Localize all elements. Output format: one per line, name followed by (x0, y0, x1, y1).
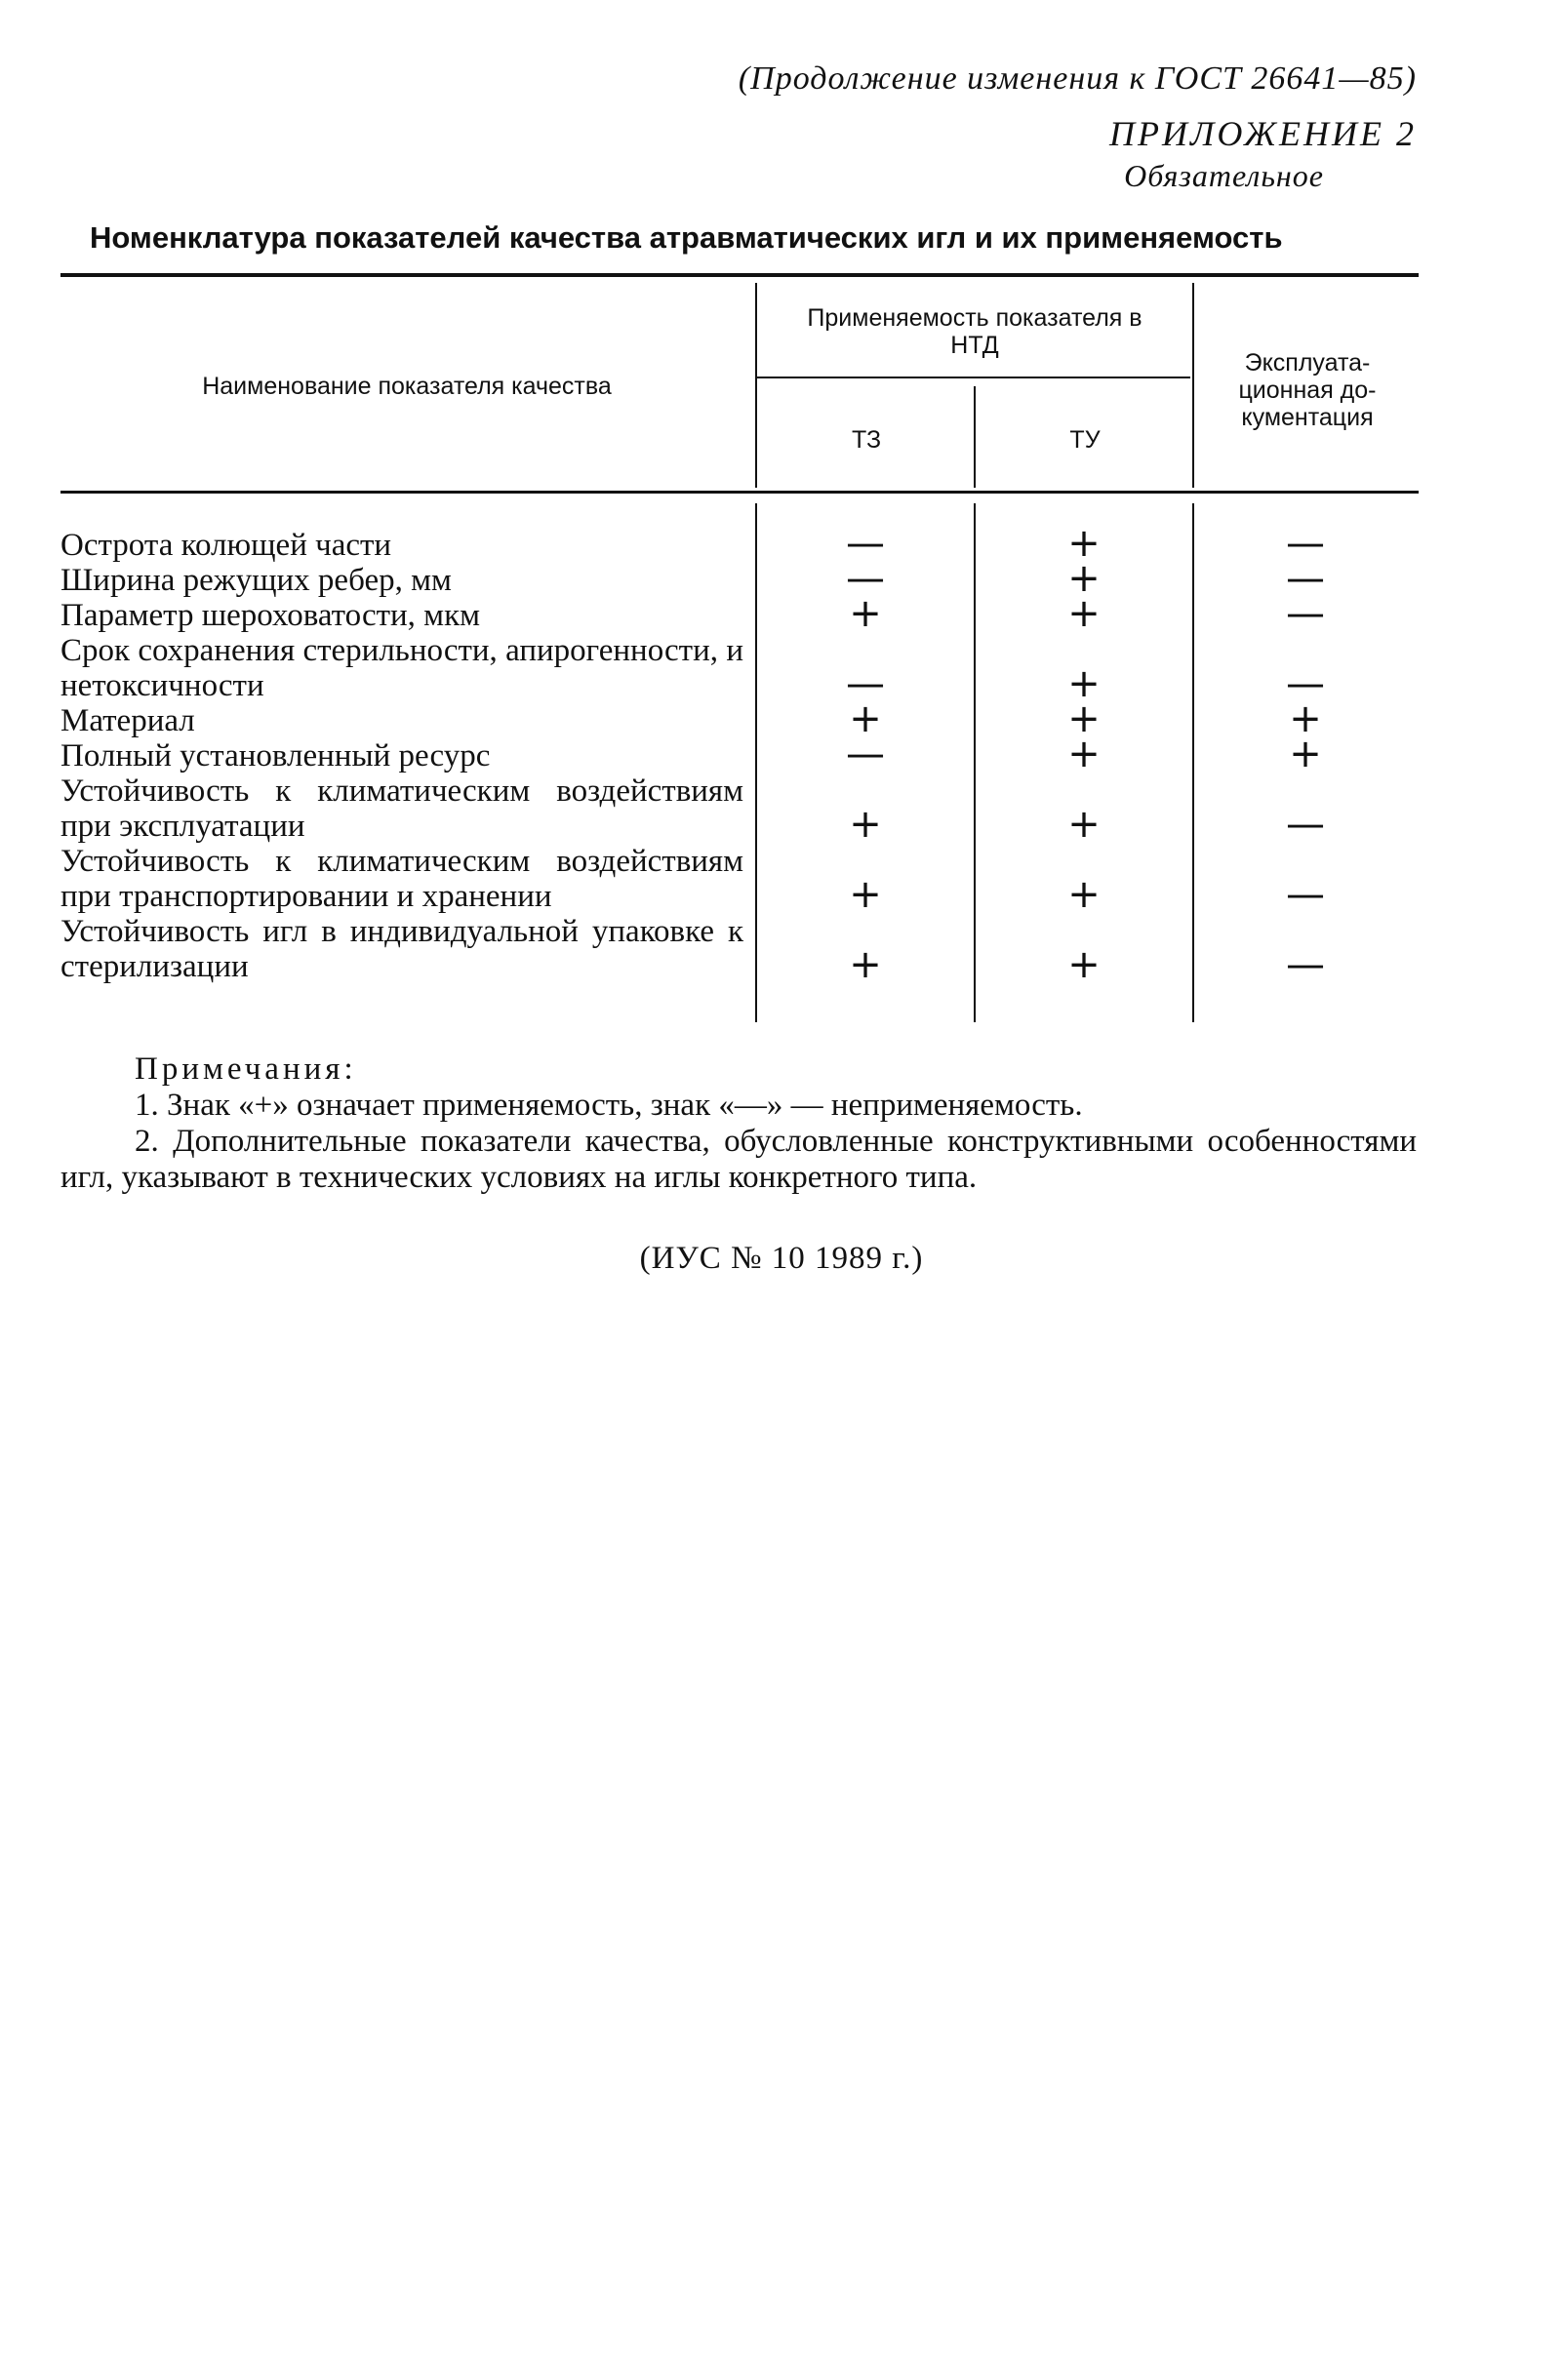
row-name: Устойчивость к климатическим воздействиям при эксплуатации (60, 774, 743, 844)
body-divider-2 (974, 503, 976, 1022)
mandatory-label: Обязательное (1124, 158, 1324, 193)
cell-expl: — (1286, 942, 1325, 987)
body-divider-3 (1192, 503, 1194, 1022)
row-name: Острота колющей части (60, 528, 392, 563)
cell-tu: + (1067, 872, 1101, 917)
table-row (60, 914, 743, 984)
table-top-rule (60, 273, 1419, 277)
source-reference: (ИУС № 10 1989 г.) (639, 1241, 924, 1276)
cell-expl: — (1286, 556, 1325, 601)
cell-tz: + (849, 591, 882, 636)
table-row (60, 598, 743, 633)
cell-tu: + (1067, 696, 1101, 741)
cell-tu: + (1067, 521, 1101, 566)
row-name: Ширина режущих ребер, мм (60, 563, 452, 598)
cell-expl: — (1286, 521, 1325, 566)
table-row (60, 844, 743, 914)
note-item: 1. Знак «+» означает применяемость, знак «—» — неприменяемость. (135, 1088, 1083, 1123)
notes (60, 1051, 1417, 1196)
row-name: Полный установленный ресурс (60, 738, 491, 774)
cell-tu: + (1067, 732, 1101, 776)
table-row (60, 563, 743, 598)
cell-tu: + (1067, 591, 1101, 636)
cell-tz: + (849, 872, 882, 917)
column-header-tz: ТЗ (851, 426, 882, 454)
cell-tz: — (846, 732, 885, 776)
row-name: Материал (60, 703, 195, 738)
ntd-group-rule (757, 377, 1190, 378)
cell-tu: + (1067, 802, 1101, 847)
cell-tz: — (846, 521, 885, 566)
row-name: Устойчивость к климатическим воздействиям при транспортировании и хранении (60, 844, 743, 914)
table-body (60, 528, 743, 984)
cell-tz: — (846, 556, 885, 601)
cell-tz: + (849, 942, 882, 987)
cell-tz: + (849, 802, 882, 847)
column-divider-3 (1192, 283, 1194, 488)
table-row (60, 528, 743, 563)
notes-title: Примечания: (135, 1051, 357, 1087)
continuation-note: (Продолжение изменения к ГОСТ 26641—85) (738, 60, 1417, 97)
cell-expl: — (1286, 802, 1325, 847)
column-header-expl: Эксплуата-ционная до-кументация (1238, 349, 1377, 431)
column-header-name: Наименование показателя качества (202, 373, 612, 400)
row-name: Параметр шероховатости, мкм (60, 598, 480, 633)
document-title: Номенклатура показателей качества атравматических игл и их применяемость (90, 220, 1283, 255)
cell-expl: — (1286, 591, 1325, 636)
cell-expl: — (1286, 661, 1325, 706)
cell-tz: + (849, 696, 882, 741)
appendix-label: ПРИЛОЖЕНИЕ 2 (1109, 114, 1417, 153)
row-name: Срок сохранения стерильности, апирогенности, и нетоксичности (60, 633, 743, 703)
column-header-ntd: Применяемость показателя в НТД (807, 304, 1142, 359)
cell-tu: + (1067, 942, 1101, 987)
row-name: Устойчивость игл в индивидуальной упаковке к стерилизации (60, 914, 743, 984)
cell-tu: + (1067, 661, 1101, 706)
table-row (60, 703, 743, 738)
body-divider-1 (755, 503, 757, 1022)
table-row (60, 774, 743, 844)
note-item: 2. Дополнительные показатели качества, обусловленные конструктивными особенностями игл, указывают в технических условиях на иглы конкретного типа. (60, 1124, 1417, 1195)
table-row (60, 633, 743, 703)
cell-expl: + (1289, 696, 1322, 741)
column-header-tu: ТУ (1069, 426, 1101, 454)
cell-tu: + (1067, 556, 1101, 601)
table-header-rule (60, 491, 1419, 494)
cell-expl: + (1289, 732, 1322, 776)
cell-tz: — (846, 661, 885, 706)
cell-expl: — (1286, 872, 1325, 917)
table-row (60, 738, 743, 774)
